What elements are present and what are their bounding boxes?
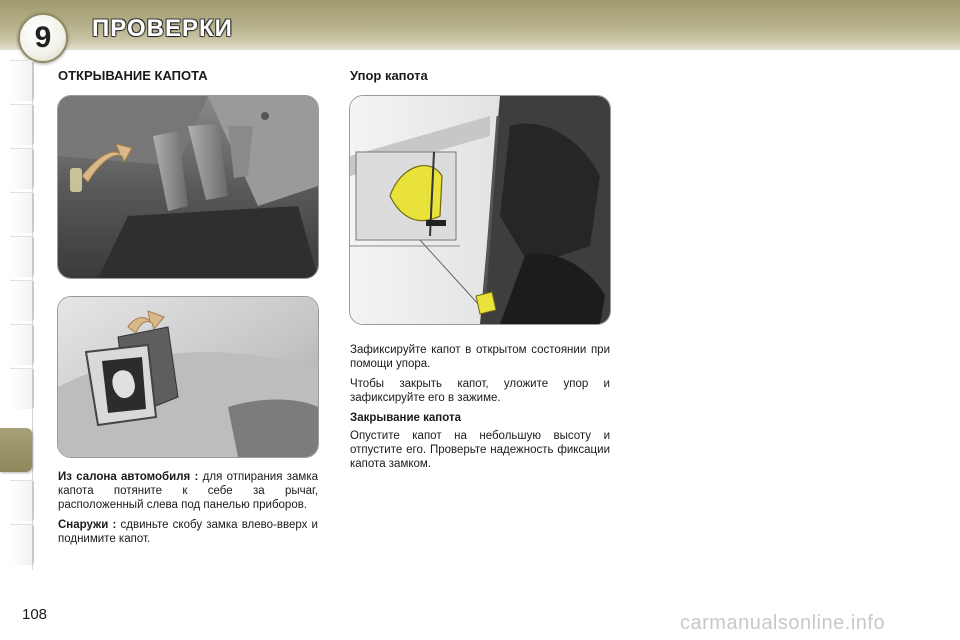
- side-tab[interactable]: [10, 324, 34, 365]
- subsection-title-hood-closing: Закрывание капота: [350, 412, 461, 424]
- watermark-text: carmanualsonline.info: [680, 612, 886, 634]
- chapter-title: ПРОВЕРКИ: [92, 15, 233, 42]
- paragraph-hood-closing: Опустите капот на небольшую высоту и отпустите его. Проверьте надежность фиксации капота замком.: [350, 430, 610, 470]
- photo-hood-prop-rod: [349, 95, 611, 325]
- side-tab[interactable]: [10, 524, 34, 565]
- text-hood-prop-instructions: [350, 343, 610, 477]
- side-tab[interactable]: [10, 148, 34, 189]
- paragraph-from-outside: [58, 518, 318, 546]
- text-from-inside: для отпирания замка капота потяните к себе за рычаг, расположенный слева под панелью приборов.: [58, 471, 318, 511]
- section-title-hood-prop: Упор капота: [350, 68, 428, 83]
- paragraph-prop-stow: Чтобы закрыть капот, уложите упор и зафиксируйте его в зажиме.: [350, 378, 610, 404]
- paragraph-from-inside: [58, 470, 318, 512]
- side-tab[interactable]: [10, 280, 34, 321]
- chapter-header: [0, 0, 960, 54]
- page-number: 108: [22, 606, 48, 623]
- text-hood-opening-instructions: [58, 470, 318, 552]
- chapter-number-badge: 9: [18, 13, 68, 63]
- side-tab-strip: [0, 60, 34, 570]
- text-from-outside: сдвиньте скобу замка влево-вверх и поднимите капот.: [58, 519, 318, 545]
- photo-hood-latch-exterior: [57, 296, 319, 458]
- side-tab[interactable]: [10, 60, 34, 101]
- side-tab-active[interactable]: [0, 428, 32, 472]
- side-tab[interactable]: [10, 192, 34, 233]
- side-tab[interactable]: [10, 104, 34, 145]
- lead-from-outside: Снаружи :: [58, 519, 117, 531]
- section-title-hood-opening: ОТКРЫВАНИЕ КАПОТА: [58, 68, 208, 83]
- side-tab[interactable]: [10, 236, 34, 277]
- photo-interior-release-lever: [57, 95, 319, 279]
- lead-from-inside: Из салона автомобиля :: [58, 471, 199, 483]
- paragraph-prop-fix: Зафиксируйте капот в открытом состоянии при помощи упора.: [350, 344, 610, 370]
- side-tab[interactable]: [10, 368, 34, 409]
- side-tab[interactable]: [10, 480, 34, 521]
